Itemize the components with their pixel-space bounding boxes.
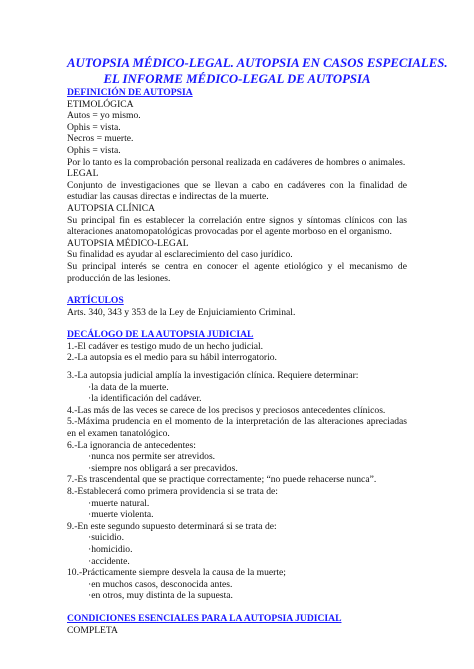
text-paragraph: Su principal interés se centra en conocer el agente etiológico y el mecanismo de producción de las lesiones. bbox=[67, 260, 407, 284]
list-item: 4.-Las más de las veces se carece de los precisos y preciosos antecedentes clínicos. bbox=[67, 404, 386, 416]
sub-list-item: ·muerte violenta. bbox=[88, 509, 154, 521]
list-item: 1.-El cadáver es testigo mudo de un hecho judicial. bbox=[67, 340, 264, 352]
list-item: 2.-La autopsia es el medio para su hábil interrogatorio. bbox=[67, 352, 277, 364]
sub-list-item: ·nunca nos permite ser atrevidos. bbox=[88, 451, 216, 463]
list-item: 8.-Establecerá como primera providencia si se trata de: bbox=[67, 486, 278, 497]
sub-list-item: ·muerte natural. bbox=[88, 497, 150, 509]
sub-list-item: ·suicidio. bbox=[88, 532, 124, 544]
list-item: 6.-La ignorancia de antecedentes: bbox=[67, 439, 196, 451]
document-page bbox=[67, 56, 448, 636]
subheading-autopsia-clinica: AUTOPSIA CLÍNICA bbox=[67, 202, 156, 214]
document-title-line-1: AUTOPSIA MÉDICO-LEGAL. AUTOPSIA EN CASOS ESPECIALES. bbox=[67, 56, 448, 70]
list-item: 10.-Prácticamente siempre desvela la causa de la muerte; bbox=[67, 567, 286, 579]
sub-list-item: ·siempre nos obligará a ser precavidos. bbox=[88, 462, 238, 474]
list-item: 7.-Es trascendental que se practique correctamente; “no puede rehacerse nunca”. bbox=[67, 474, 377, 486]
list-item: 5.-Máxima prudencia en el momento de la interpretación de las alteraciones apreciadas en el examen tanatológico. bbox=[67, 416, 407, 440]
text-paragraph: Por lo tanto es la comprobación personal realizada en cadáveres de hombres o animales. bbox=[67, 156, 406, 168]
text-line: Ophis = vista. bbox=[67, 144, 121, 156]
text-line: Ophis = vista. bbox=[67, 121, 121, 133]
sub-list-item: ·homicidio. bbox=[88, 543, 133, 555]
heading-definicion: DEFINICIÓN DE AUTOPSIA bbox=[67, 87, 193, 98]
sub-list-item: ·accidente. bbox=[88, 555, 130, 567]
text-line: Autos = yo mismo. bbox=[67, 110, 141, 122]
list-item: 9.-En este segundo supuesto determinará si se trata de: bbox=[67, 520, 277, 532]
document-title-line-2: EL INFORME MÉDICO-LEGAL DE AUTOPSIA bbox=[103, 71, 371, 86]
sub-list-item: ·la data de la muerte. bbox=[88, 381, 169, 393]
subheading-etimologica: ETIMOLÓGICA bbox=[67, 98, 134, 110]
subheading-autopsia-medico-legal: AUTOPSIA MÉDICO-LEGAL bbox=[67, 237, 189, 249]
sub-list-item: ·en muchos casos, desconocida antes. bbox=[88, 578, 233, 590]
text-line: COMPLETA bbox=[67, 624, 118, 636]
heading-decalogo: DECÁLOGO DE LA AUTOPSIA JUDICIAL bbox=[67, 329, 254, 341]
list-item: 3.-La autopsia judicial amplía la investigación clínica. Requiere determinar: bbox=[67, 370, 359, 382]
text-paragraph: Su principal fin es establecer la correlación entre signos y síntomas clínicos con las alteraciones anatomopatológicas provocadas por el agente morboso en el organismo. bbox=[67, 214, 407, 238]
sub-list-item: ·en otros, muy distinta de la supuesta. bbox=[88, 590, 233, 602]
text-line: Necros = muerte. bbox=[67, 133, 134, 145]
text-paragraph: Conjunto de investigaciones que se llevan a cabo en cadáveres con la finalidad de estudiar las causas directas e indirectas de la muerte. bbox=[67, 179, 407, 203]
text-line: Su finalidad es ayudar al esclarecimiento del caso jurídico. bbox=[67, 249, 293, 261]
sub-list-item: ·la identificación del cadáver. bbox=[88, 393, 202, 405]
text-line: Arts. 340, 343 y 353 de la Ley de Enjuiciamiento Criminal. bbox=[67, 306, 296, 318]
heading-articulos: ARTÍCULOS bbox=[67, 295, 124, 307]
subheading-legal: LEGAL bbox=[67, 168, 99, 180]
heading-condiciones: CONDICIONES ESENCIALES PARA LA AUTOPSIA JUDICIAL bbox=[67, 612, 342, 624]
